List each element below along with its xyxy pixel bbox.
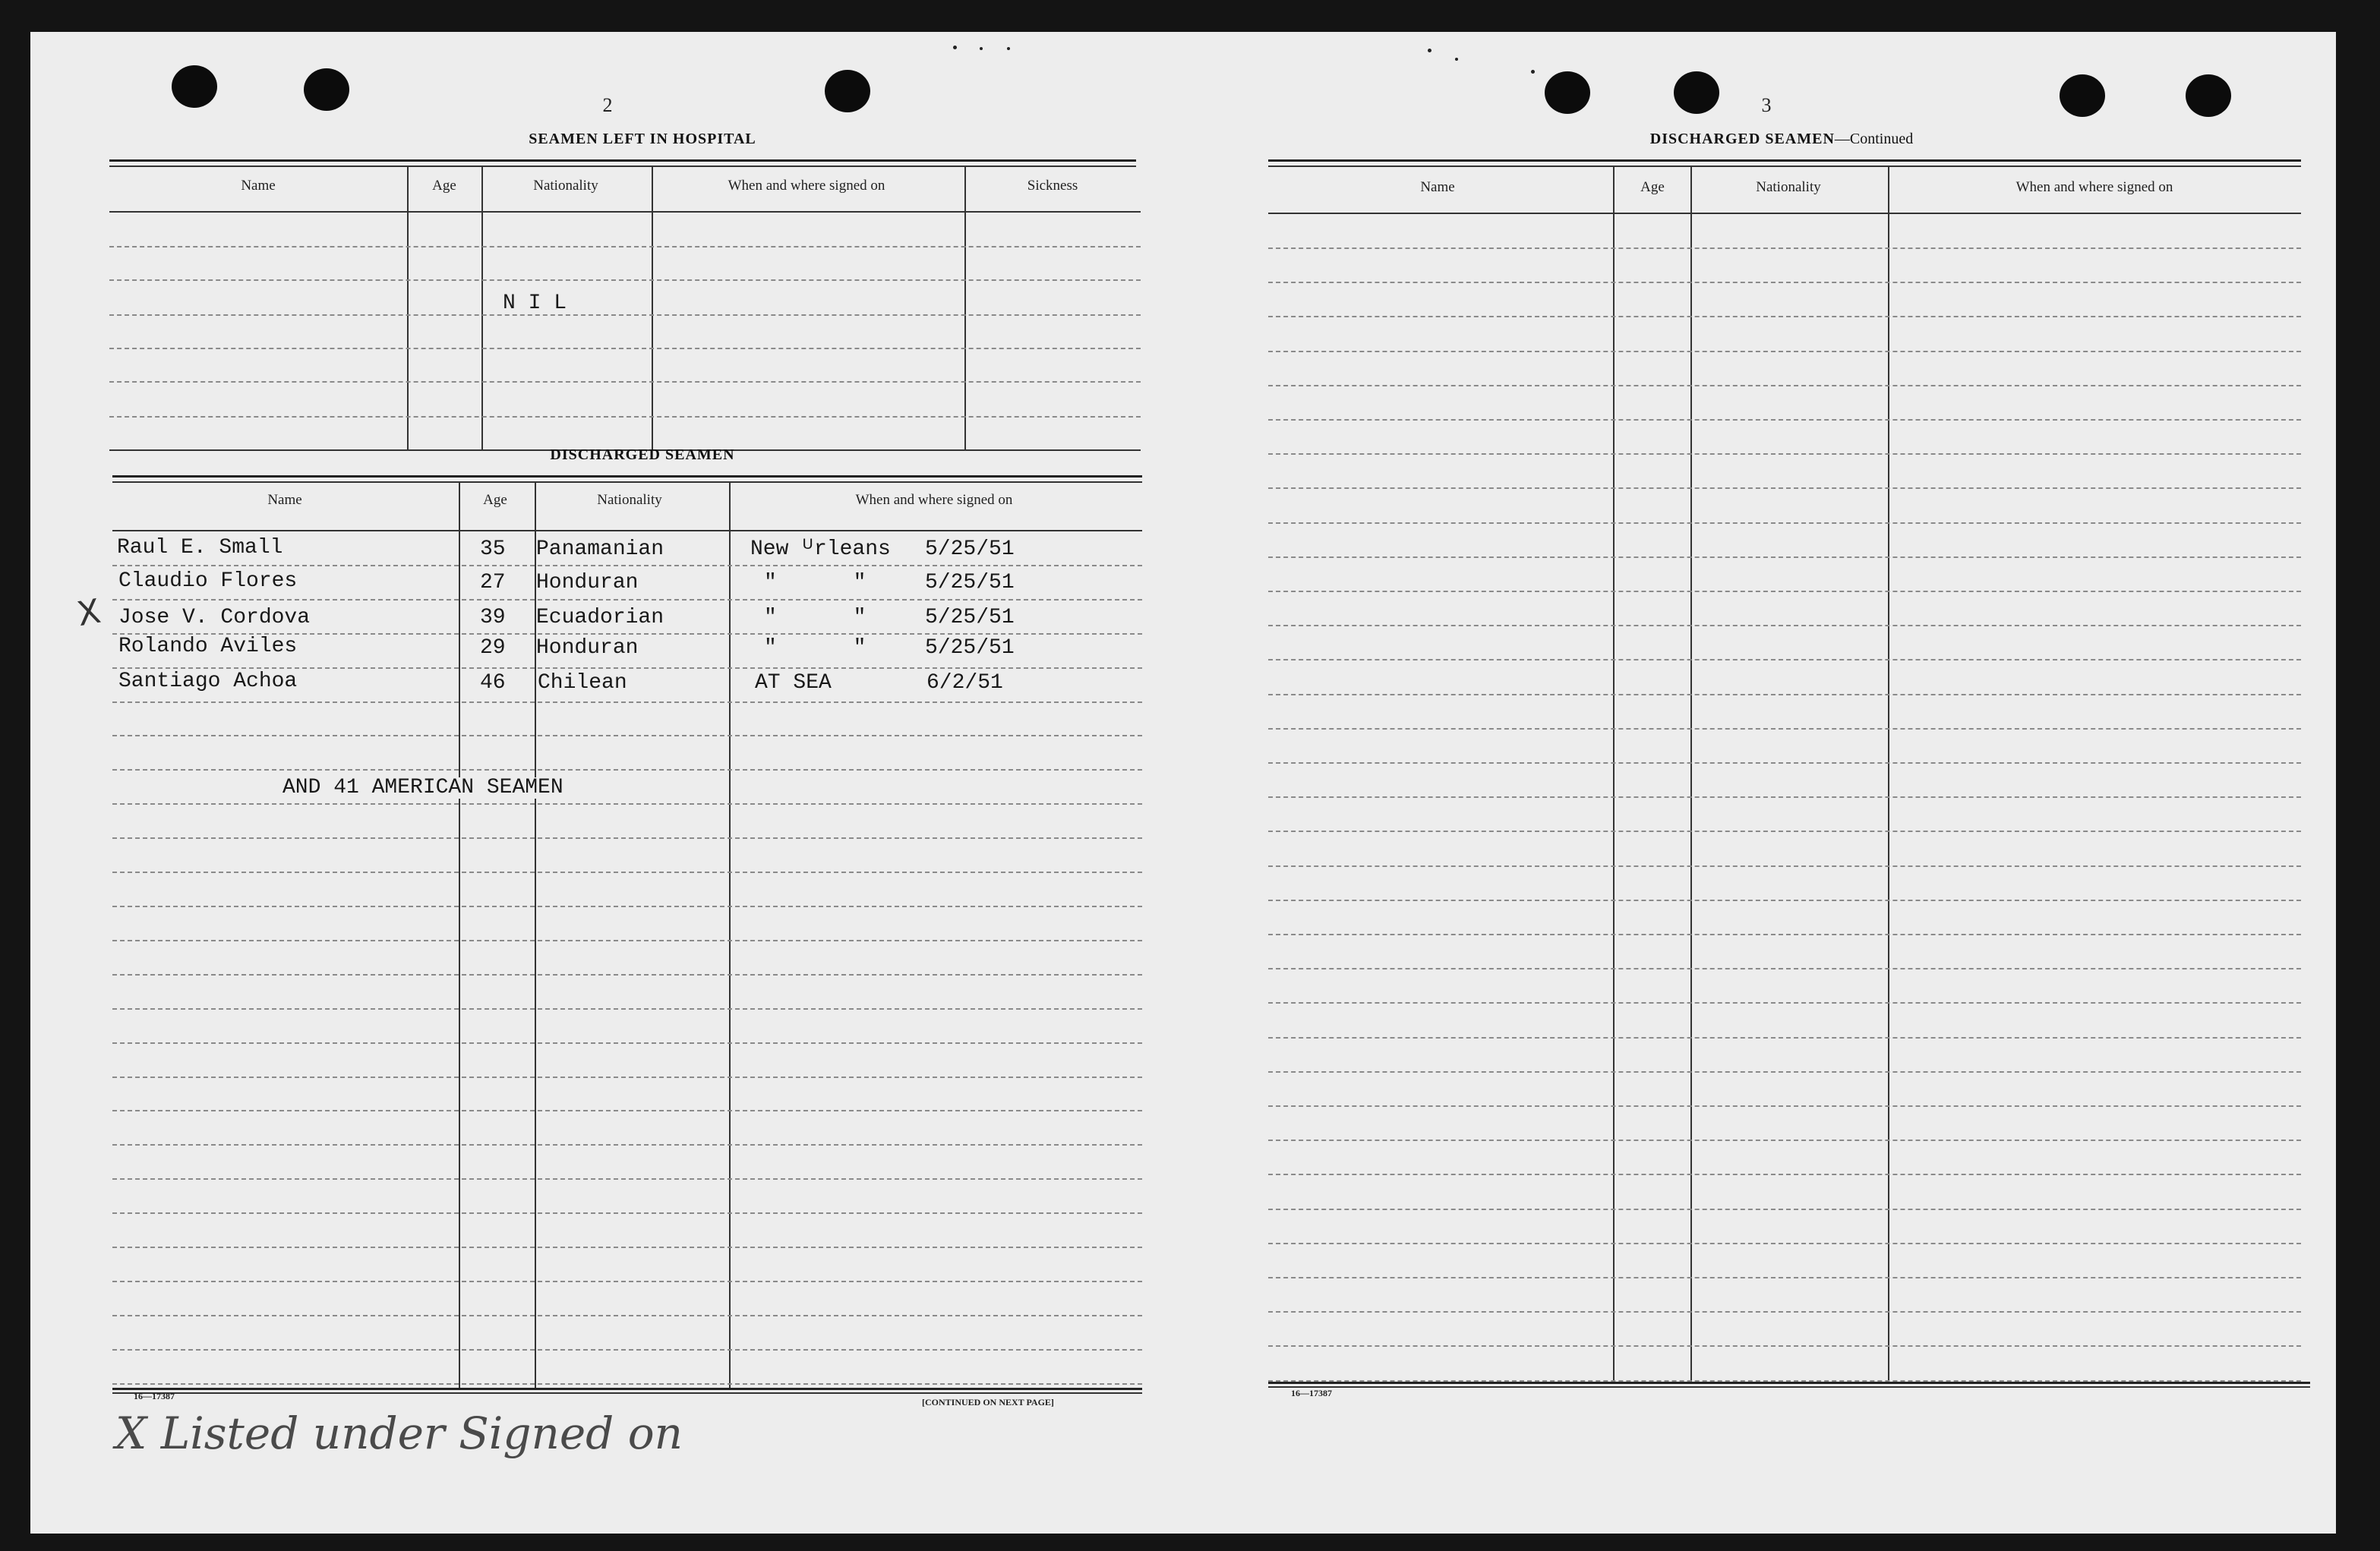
- discharged-header-signed-on: When and where signed on: [855, 492, 1013, 508]
- speck: [1531, 70, 1535, 74]
- table-row-2-name: Claudio Flores: [118, 569, 298, 593]
- right-form-number: 16—17387: [1291, 1388, 1332, 1398]
- row-line: [112, 1247, 1142, 1248]
- row-line: [1268, 1174, 2301, 1175]
- discharged-header-name: Name: [267, 492, 302, 508]
- speck: [1007, 47, 1010, 50]
- row-line: [112, 1144, 1142, 1146]
- row-line: [109, 246, 1141, 247]
- table-rule: [112, 1388, 1142, 1390]
- table-rule: [1268, 1386, 2310, 1388]
- row-line: [1268, 419, 2301, 421]
- row-line: [112, 1077, 1142, 1078]
- row-line: [1268, 385, 2301, 386]
- table-row-5-place: AT SEA: [755, 671, 832, 695]
- row-line: [1268, 762, 2301, 764]
- row-line: [109, 416, 1141, 418]
- row-line: [1268, 556, 2301, 558]
- table-rule: [112, 481, 1142, 483]
- right-section-title: [1546, 131, 2017, 148]
- row-line: [1268, 351, 2301, 352]
- speck: [980, 47, 983, 50]
- row-line: [1268, 1071, 2301, 1073]
- table-rule: [1268, 1382, 2310, 1384]
- table-row-3-nationality: Ecuadorian: [536, 606, 664, 629]
- table-row-4-place: " ": [764, 636, 866, 660]
- row-line: [109, 279, 1141, 281]
- table-row-3-age: 39: [480, 606, 506, 629]
- table-row-5-nationality: Chilean: [538, 671, 627, 695]
- row-line: [1268, 728, 2301, 730]
- row-line: [1268, 487, 2301, 489]
- table-row-1-name: Raul E. Small: [117, 536, 283, 560]
- row-line: [112, 940, 1142, 941]
- speck: [1455, 58, 1458, 61]
- row-line: [109, 348, 1141, 349]
- row-line: [112, 837, 1142, 839]
- row-line: [1268, 831, 2301, 832]
- row-line: [1268, 796, 2301, 798]
- right-header-age: Age: [1640, 179, 1665, 195]
- table-row-3-name: Jose V. Cordova: [118, 606, 311, 629]
- column-rule: [459, 481, 460, 1389]
- row-line: [112, 1178, 1142, 1180]
- row-line: [112, 1281, 1142, 1282]
- x-mark-annotation: X: [74, 591, 104, 635]
- table-row-4-date: 5/25/51: [925, 636, 1015, 660]
- row-line: [1268, 865, 2301, 867]
- row-line: [1268, 522, 2301, 524]
- column-rule: [481, 166, 483, 449]
- row-line: [1268, 1243, 2301, 1244]
- row-line: [109, 381, 1141, 383]
- table-rule: [1268, 213, 2301, 214]
- punch-hole: [1545, 71, 1590, 114]
- american-seamen-note: AND 41 AMERICAN SEAMEN: [279, 777, 567, 799]
- column-rule: [652, 166, 653, 449]
- punch-hole: [304, 68, 349, 111]
- table-row-1-date: 5/25/51: [925, 537, 1015, 561]
- row-line: [112, 872, 1142, 873]
- column-rule: [1690, 166, 1692, 1383]
- row-line: [1268, 968, 2301, 969]
- table-rule: [109, 159, 1136, 162]
- row-line: [1268, 625, 2301, 626]
- punch-hole: [2060, 74, 2105, 117]
- table-row-2-nationality: Honduran: [536, 571, 639, 594]
- row-line: [1268, 316, 2301, 317]
- hospital-header-name: Name: [241, 178, 276, 194]
- table-row-2-place: " ": [764, 571, 866, 594]
- right-header-signed-on: When and where signed on: [2015, 179, 2173, 195]
- table-row-4-nationality: Honduran: [536, 636, 639, 660]
- table-row-5-name: Santiago Achoa: [118, 670, 298, 693]
- table-rule: [112, 1392, 1142, 1394]
- hospital-header-signed-on: When and where signed on: [728, 178, 885, 194]
- table-rule: [112, 530, 1142, 531]
- table-rule: [109, 211, 1141, 213]
- row-line: [1268, 1037, 2301, 1039]
- row-line: [112, 1315, 1142, 1316]
- row-line: [1268, 1209, 2301, 1210]
- table-rule: [112, 475, 1142, 478]
- row-line: [112, 803, 1142, 805]
- speck: [953, 46, 957, 49]
- column-rule: [729, 481, 731, 1389]
- right-page-number: 3: [1761, 94, 1772, 116]
- table-row-2-age: 27: [480, 571, 506, 594]
- row-line: [112, 974, 1142, 976]
- right-title-main: DISCHARGED SEAMEN: [1649, 131, 1835, 147]
- left-form-number: 16—17387: [134, 1391, 175, 1401]
- hospital-section-title: SEAMEN LEFT IN HOSPITAL: [529, 131, 756, 147]
- row-line: [112, 1212, 1142, 1214]
- punch-hole: [1674, 71, 1719, 114]
- handwritten-note: X Listed under Signed on: [115, 1408, 683, 1459]
- row-line: [112, 1042, 1142, 1044]
- table-row-3-place: " ": [764, 606, 866, 629]
- row-line: [1268, 1345, 2301, 1347]
- discharged-header-nationality: Nationality: [597, 492, 662, 508]
- table-row-4-age: 29: [480, 636, 506, 660]
- discharged-header-age: Age: [483, 492, 507, 508]
- row-line: [112, 1008, 1142, 1010]
- row-line: [1268, 900, 2301, 901]
- discharged-section-title: DISCHARGED SEAMEN: [550, 446, 735, 463]
- right-header-nationality: Nationality: [1756, 179, 1821, 195]
- row-line: [112, 599, 1142, 601]
- row-line: [112, 1383, 1142, 1385]
- continued-note: [CONTINUED ON NEXT PAGE]: [922, 1397, 1054, 1408]
- right-header-name: Name: [1420, 179, 1455, 195]
- speck: [1428, 49, 1431, 52]
- hospital-header-age: Age: [432, 178, 456, 194]
- row-line: [112, 565, 1142, 566]
- table-row-1-nationality: Panamanian: [536, 537, 664, 561]
- row-line: [1268, 1002, 2301, 1004]
- table-row-5-date: 6/2/51: [926, 671, 1003, 695]
- table-row-5-age: 46: [480, 671, 506, 695]
- hospital-nil-entry: N I L: [503, 292, 567, 315]
- punch-hole: [172, 65, 217, 108]
- table-row-3-date: 5/25/51: [925, 606, 1015, 629]
- column-rule: [1888, 166, 1889, 1383]
- left-page-number: 2: [602, 94, 613, 116]
- row-line: [112, 701, 1142, 703]
- right-title-suffix: —Continued: [1834, 131, 1914, 147]
- table-row-1-place: New ᵁrleans: [750, 537, 891, 561]
- row-line: [112, 1110, 1142, 1111]
- row-line: [109, 314, 1141, 316]
- row-line: [112, 667, 1142, 669]
- row-line: [112, 769, 1142, 771]
- table-row-1-age: 35: [480, 537, 506, 561]
- punch-hole: [825, 70, 870, 112]
- column-rule: [1613, 166, 1615, 1383]
- hospital-header-sickness: Sickness: [1027, 178, 1078, 194]
- row-line: [112, 735, 1142, 736]
- row-line: [1268, 1277, 2301, 1278]
- row-line: [1268, 1140, 2301, 1141]
- document-sheet: [30, 32, 2336, 1534]
- row-line: [1268, 453, 2301, 455]
- row-line: [1268, 591, 2301, 592]
- row-line: [1268, 247, 2301, 249]
- row-line: [1268, 282, 2301, 283]
- column-rule: [407, 166, 409, 449]
- table-rule: [1268, 159, 2301, 162]
- row-line: [1268, 934, 2301, 935]
- row-line: [112, 906, 1142, 907]
- table-rule: [109, 166, 1136, 167]
- table-row-4-name: Rolando Aviles: [118, 635, 298, 658]
- row-line: [1268, 659, 2301, 660]
- row-line: [1268, 694, 2301, 695]
- table-rule: [1268, 166, 2301, 167]
- punch-hole: [2186, 74, 2231, 117]
- row-line: [1268, 1311, 2301, 1313]
- hospital-header-nationality: Nationality: [533, 178, 598, 194]
- column-rule: [964, 166, 966, 449]
- table-row-2-date: 5/25/51: [925, 571, 1015, 594]
- row-line: [1268, 1105, 2301, 1107]
- row-line: [112, 1349, 1142, 1351]
